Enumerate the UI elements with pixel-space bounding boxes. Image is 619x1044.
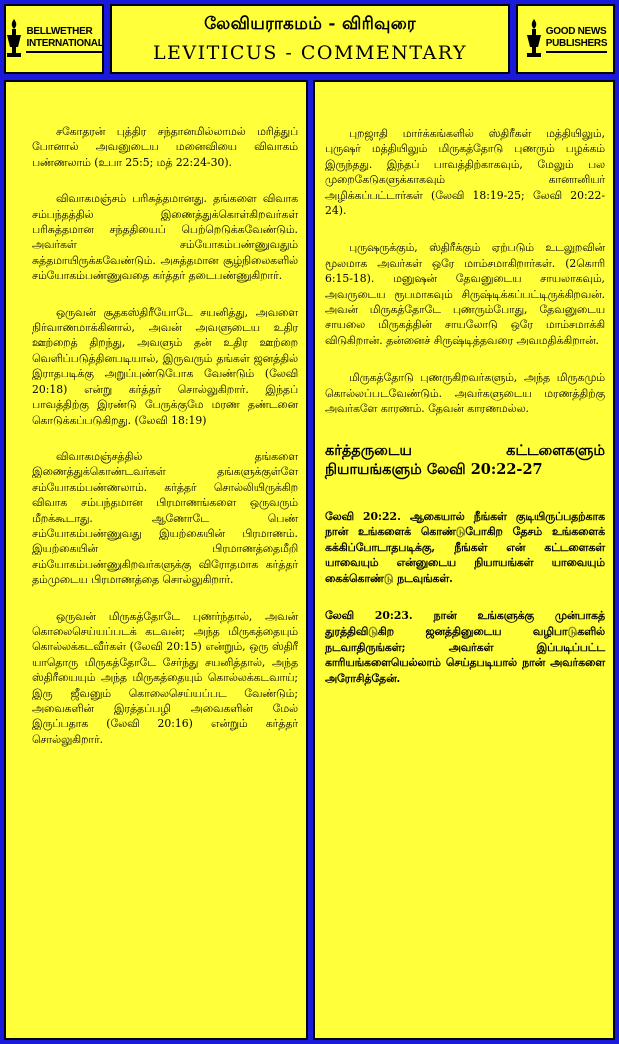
paragraph: சகோதரன் புத்திர சந்தானமில்லாமல் மரித்துப் போனால் அவனுடைய மனைவியை விவாகம் பண்ணலாம் (உபா 25:5; மத் 22:24-30). — [32, 125, 298, 169]
verse-paragraph: லேவி 20:23. நான் உங்களுக்கு முன்பாகத் துரத்திவிடுகிற ஜனத்தினுடைய வழிபாடுகளில் நடவாதிருங்கள்; அவர்கள் இப்படிப்பட்ட காரியங்களையெல்லாம் செய்தபடியால் நான் அவர்களை அரோசித்தேன். — [325, 609, 605, 685]
paragraph: விவாகமஞ்சம் பரிசுத்தமானது. தங்களை விவாக சம்பந்தத்தில் இணைத்துக்கொள்கிறவர்கள் பரிசுத்தமான சந்ததியைப் பெற்றெடுக்கவேண்டும். அவர்கள் சம்யோகம்பண்ணுவதும் சுத்தமாயிருக்கவேண்டும். அசுத்தமான சூழ்நிலைகளில் சம்யோகம்பண்ணுவதை கர்த்தர் தடைபண்ணுகிறார். — [32, 192, 298, 283]
header — [110, 4, 510, 74]
section-heading: கர்த்தருடைய கட்டளைகளும் நியாயங்களும் லேவி 20:22-27 — [325, 441, 605, 478]
page-title-tamil: லேவியராகமம் - விரிவுரை — [204, 14, 416, 34]
paragraph: மிருகத்தோடு புணருகிறவர்களும், அந்த மிருகமும் கொல்லப்படவேண்டும். அவர்களுடைய மரணத்திற்கு அவர்களே காரணம். தேவன் காரணமல்ல. — [325, 371, 605, 416]
lamp-icon — [4, 17, 24, 61]
paragraph: விவாகமஞ்சத்தில் தங்களை இணைத்துக்கொண்டவர்கள் தங்களுக்குள்ளே சம்யோகம்பண்ணலாம். கர்த்தர் சொல்லியிருக்கிற விவாக சம்பந்தமான பிரமாணங்களை ஒருவரும் மீறக்கூடாது. ஆணோடே பெண் சம்யோகம்பண்ணுவது இயற்கையின் பிரமாணம். இயற்கையின் பிரமாணத்தைமீறி சம்யோகம்பண்ணுகிறவர்களுக்கு விரோதமாக கர்த்தர் தம்முடைய பிரமாணத்தை சொல்லுகிறார். — [32, 449, 298, 587]
paragraph: புருஷருக்கும், ஸ்திரீக்கும் ஏற்படும் உடலுறவின் மூலமாக அவர்கள் ஒரே மாம்சமாகிறார்கள். (2கொரி 6:15-18). மனுஷன் தேவனுடைய சாயலாகவும், அவருடைய ரூபமாகவும் சிருஷ்டிக்கப்பட்டிருக்கிறவன். அவன் மிருகத்தோடே புணரும்போது, தேவனுடைய சாயலை மிருகத்தின் சாயலோடு ஒரே மாம்சமாக்கி விடுகிறான். தன்னைச் சிருஷ்டித்தவரை அவமதிக்கிறான். — [325, 241, 605, 347]
paragraph: புறஜாதி மார்க்கங்களில் ஸ்திரீகள் மத்தியிலும், புருஷர் மத்தியிலும் மிருகத்தோடு புணரும் பழக்கம் இருந்தது. இந்தப் பாவத்திற்காகவும், மேலும் பல முறைகேடுகளுக்காகவும் கானானியர் அழிக்கப்பட்டார்கள் (லேவி 18:19-25; லேவி 20:22-24). — [325, 127, 605, 218]
lamp-icon — [524, 17, 544, 61]
paragraph: ஒருவன் மிருகத்தோடே புணர்ந்தால், அவன் கொலைசெய்யப்படக் கடவன்; அந்த மிருகத்தையும் கொல்லக்கடவீர்கள் (லேவி 20:15) என்றும், ஒரு ஸ்திரீ யாதொரு மிருகத்தோடே சேர்ந்து சயனித்தால், அந்த ஸ்திரீயையும் அந்த மிருகத்தையும் கொல்லக்கடவாய்; இரு ஜீவனும் கொலைசெய்யப்பட வேண்டும்; அவைகளின் இரத்தப்பழி அவைகளின் மேல் இருப்பதாக (லேவி 20:16) என்றும் கர்த்தர் சொல்லுகிறார். — [32, 609, 298, 746]
logo-right-line1: GOOD NEWS — [545, 25, 607, 37]
logo-left-line2: INTERNATIONAL — [26, 37, 104, 49]
logo-left-line1: BELLWETHER — [26, 25, 93, 37]
page-title-english: LEVITICUS - COMMENTARY — [152, 42, 468, 64]
bellwether-logo — [4, 4, 104, 74]
left-column — [4, 80, 308, 1040]
logo-right-line2: PUBLISHERS — [545, 37, 608, 49]
good-news-logo — [516, 4, 615, 74]
paragraph: ஒருவன் சூதகஸ்திரீயோடே சயனித்து, அவளை நிர்வாணமாக்கினால், அவன் அவளுடைய உதிர ஊற்றைத் திறந்து, அவளும் தன் உதிர ஊற்றை வெளிப்படுத்தினபடியால், இருவரும் தங்கள் ஜனத்தில் இராதபடிக்கு அறுப்புண்டுபோக வேண்டும் (லேவி 20:18) என்று கர்த்தர் சொல்லுகிறார். இந்தப் பாவத்திற்கு இரண்டு பேருக்குமே மரண தண்டனை கொடுக்கப்படுகிறது. (லேவி 18:19) — [32, 305, 298, 427]
right-column — [313, 80, 615, 1040]
verse-paragraph: லேவி 20:22. ஆகையால் நீங்கள் குடியிருப்பதற்காக நான் உங்களைக் கொண்டுபோகிற தேசம் உங்களைக் கக்கிப்போடாதபடிக்கு, நீங்கள் என் கட்டளைகள் யாவையும் என்னுடைய நியாயங்கள் யாவையும் கைக்கொண்டு நடவுங்கள். — [325, 509, 605, 585]
